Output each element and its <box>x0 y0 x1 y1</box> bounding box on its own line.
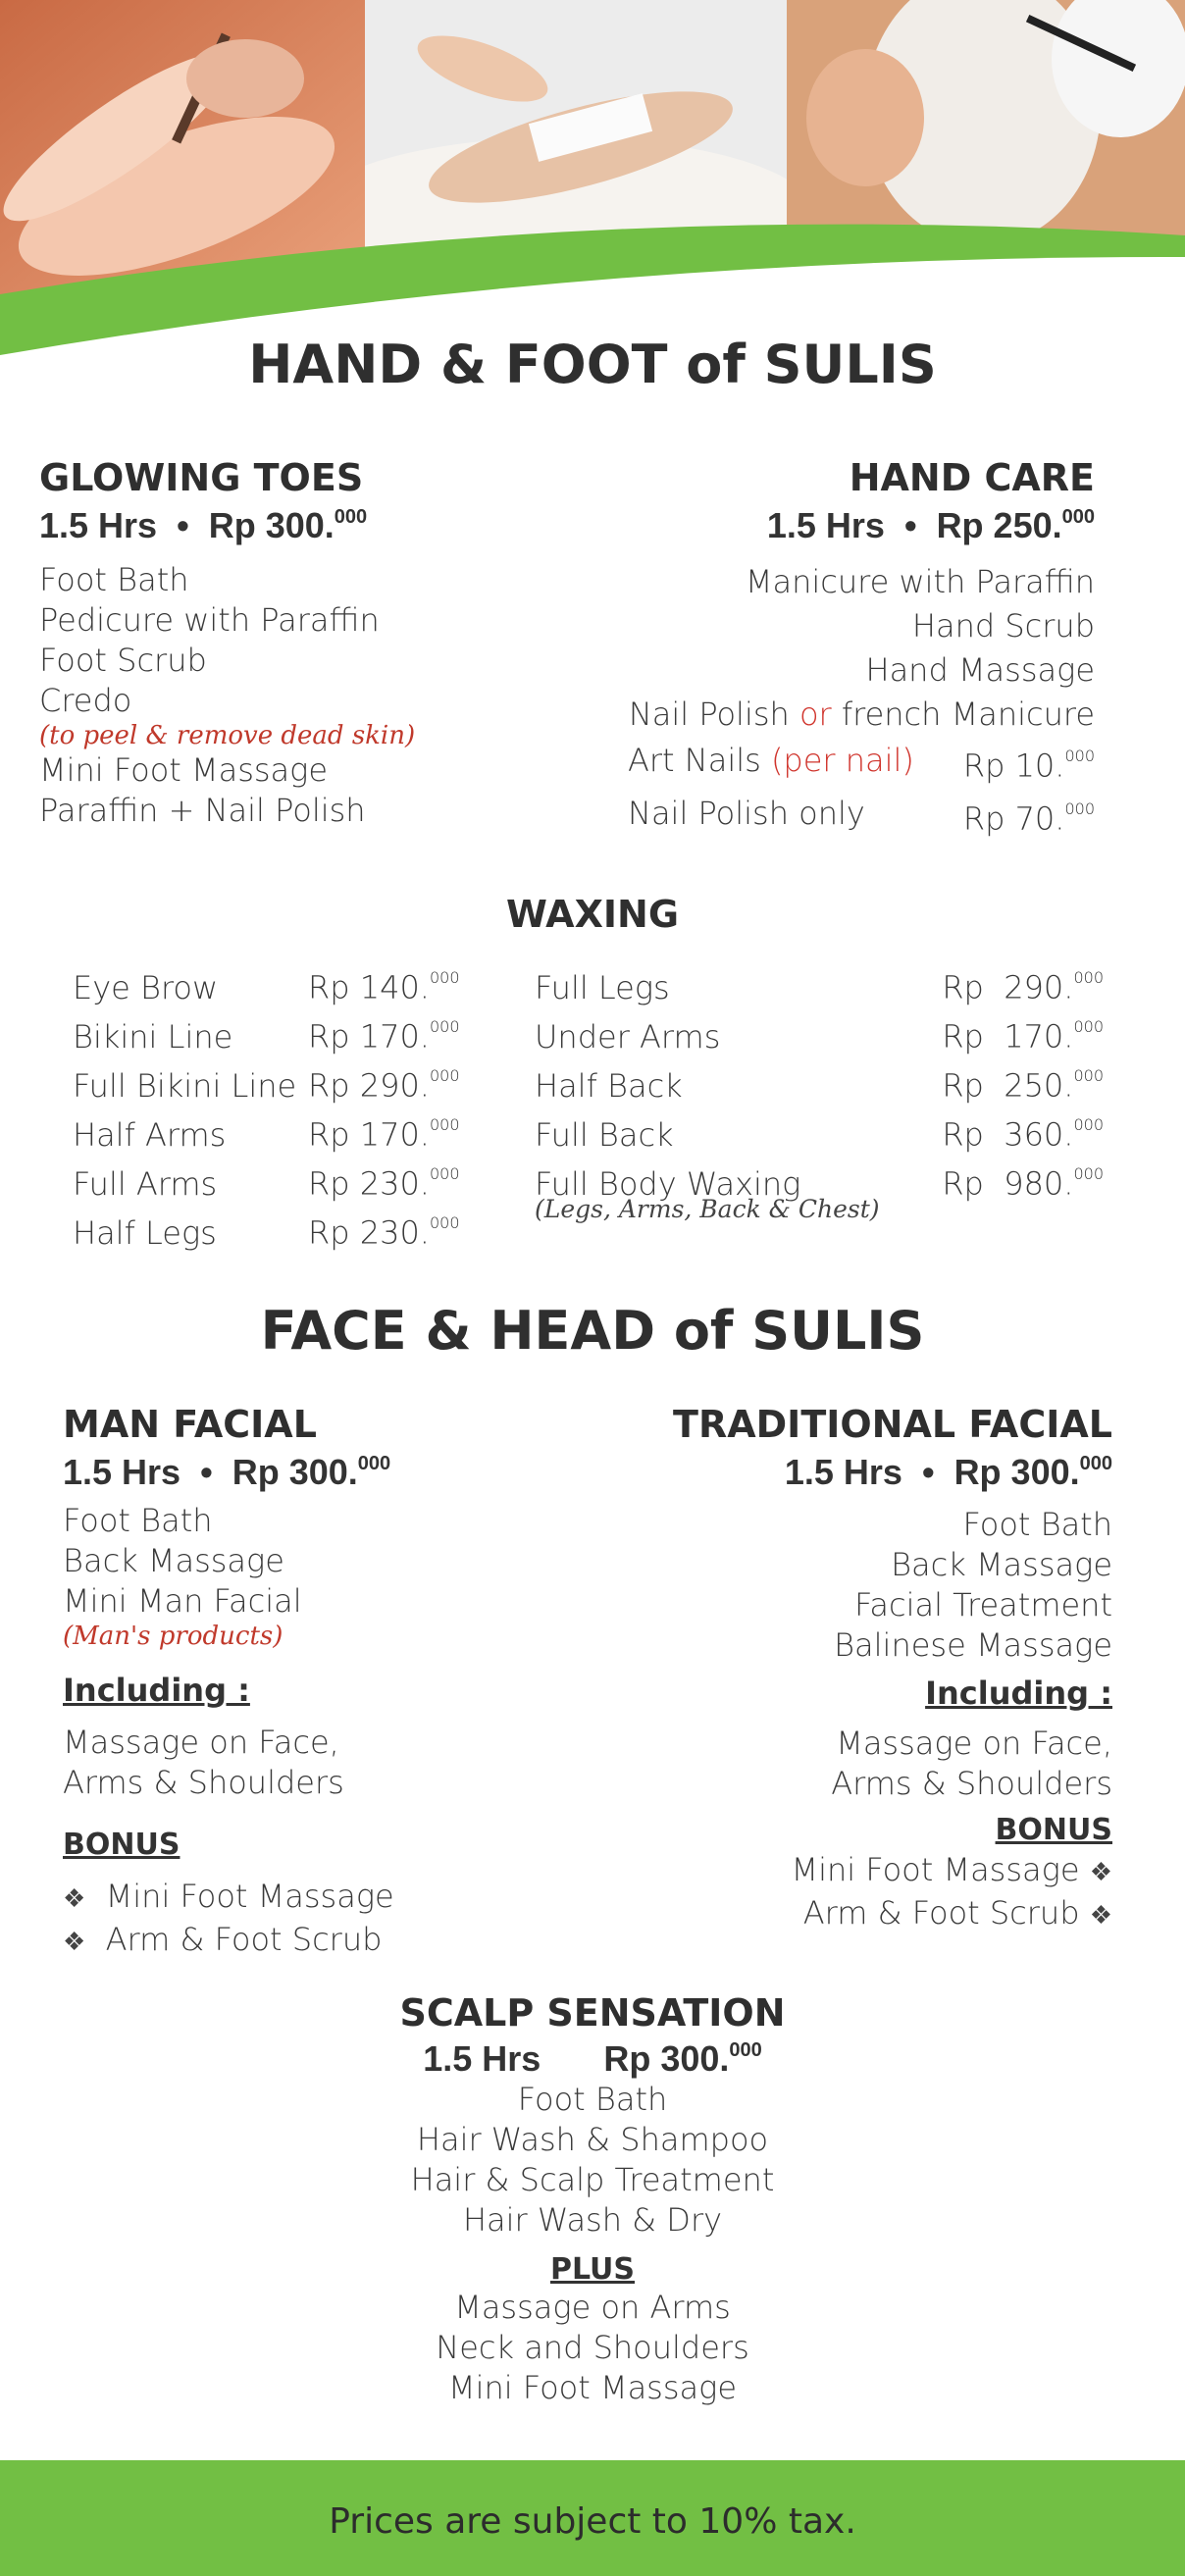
list-item: Massage on Face, <box>63 1724 339 1761</box>
footer-band <box>0 2460 1185 2576</box>
price-sup: 000 <box>429 1115 460 1134</box>
list-item: Hand Massage <box>865 651 1095 689</box>
price-sup: 000 <box>429 1017 460 1036</box>
bonus-item <box>63 1920 553 1963</box>
list-item: Back Massage <box>63 1542 284 1579</box>
bonus-text: Mini Foot Massage <box>105 1878 394 1915</box>
waxing-name: Bikini Line <box>73 1017 233 1056</box>
waxing-row <box>73 1059 465 1108</box>
waxing-row <box>73 1158 465 1207</box>
price-sup: 000 <box>1064 799 1095 818</box>
glowing-toes-meta <box>39 505 530 546</box>
waxing-price: Rp 360. <box>942 1115 1074 1154</box>
price-sup: 000 <box>1079 1453 1112 1474</box>
list-item: Mini Foot Massage <box>39 751 329 789</box>
including-label: Including : <box>63 1672 250 1709</box>
hand-foot-title: HAND & FOOT of SULIS <box>248 334 937 395</box>
french-manicure-text: french Manicure <box>841 696 1095 733</box>
green-wave-band <box>0 0 1185 373</box>
list-item: Foot Scrub <box>39 642 207 679</box>
nail-polish-item <box>608 693 1095 737</box>
glowing-toes-section <box>39 456 530 831</box>
hand-care-meta <box>608 505 1095 546</box>
waxing-left-list <box>73 961 465 1256</box>
waxing-price: Rp 290. <box>308 1066 430 1105</box>
list-item: Foot Bath <box>962 1506 1112 1543</box>
tax-notice: Prices are subject to 10% tax. <box>329 2501 856 2542</box>
waxing-heading-wrap <box>0 893 1185 936</box>
list-item: Mini Foot Massage <box>447 2369 738 2406</box>
bonus-text: Arm & Foot Scrub <box>802 1894 1080 1932</box>
list-item: Massage on Face, <box>836 1725 1112 1762</box>
waxing-name: Half Back <box>535 1066 683 1105</box>
nail-polish-only-price <box>963 790 1095 843</box>
hand-care-price: Rp 250. <box>936 505 1062 545</box>
price-sup: 000 <box>334 506 368 528</box>
waxing-name: Full Bikini Line <box>73 1066 297 1105</box>
list-item: Mini Man Facial <box>63 1582 302 1620</box>
waxing-price: Rp 170. <box>308 1017 430 1056</box>
price-sup: 000 <box>357 1453 391 1474</box>
duration: 1.5 Hrs <box>63 1452 181 1492</box>
diamond-bullet-icon: ❖ <box>63 1928 86 1957</box>
plus-label: PLUS <box>549 2252 635 2287</box>
dot-separator: • <box>921 1452 935 1492</box>
diamond-bullet-icon: ❖ <box>63 1884 86 1914</box>
waxing-price: Rp 250. <box>942 1066 1074 1105</box>
traditional-facial-section <box>608 1403 1112 1936</box>
man-facial-meta <box>63 1452 553 1493</box>
waxing-row <box>73 961 465 1010</box>
glowing-toes-note: (to peel & remove dead skin) <box>39 721 416 750</box>
hand-care-section <box>608 456 1095 842</box>
traditional-facial-meta <box>608 1452 1112 1493</box>
list-item: Paraffin + Nail Polish <box>39 792 366 829</box>
waxing-name: Full Arms <box>73 1164 218 1203</box>
bonus-item <box>608 1893 1112 1936</box>
or-text: or <box>799 696 832 733</box>
hand-care-heading: HAND CARE <box>849 456 1095 499</box>
bonus-label: BONUS <box>995 1813 1112 1847</box>
price-sup: 000 <box>1073 1115 1104 1134</box>
face-head-title: FACE & HEAD of SULIS <box>260 1300 925 1362</box>
glowing-toes-duration: 1.5 Hrs <box>39 505 158 545</box>
bonus-text: Mini Foot Massage <box>791 1851 1080 1888</box>
waxing-price: Rp 290. <box>942 968 1074 1006</box>
waxing-row <box>535 961 1104 1010</box>
bonus-label: BONUS <box>63 1828 180 1862</box>
list-item: Foot Bath <box>517 2081 668 2118</box>
art-nails-row <box>608 737 1095 790</box>
list-item: Facial Treatment <box>853 1586 1112 1623</box>
waxing-name: Eye Brow <box>73 968 219 1006</box>
man-facial-note: (Man's products) <box>63 1622 283 1651</box>
art-nails-price <box>963 737 1095 790</box>
nail-polish-text: Nail Polish <box>628 696 790 733</box>
list-item: Arms & Shoulders <box>63 1764 344 1801</box>
waxing-row <box>73 1207 465 1256</box>
man-facial-heading: MAN FACIAL <box>63 1403 317 1446</box>
list-item: Hair Wash & Shampoo <box>416 2121 769 2158</box>
price-sup: 000 <box>429 1213 460 1232</box>
waxing-name: Half Arms <box>73 1115 227 1154</box>
glowing-toes-price: Rp 300. <box>208 505 335 545</box>
price-sup: 000 <box>1073 1017 1104 1036</box>
list-item: Pedicure with Paraffin <box>39 601 380 639</box>
dot-separator: • <box>903 505 917 545</box>
waxing-row <box>73 1108 465 1158</box>
waxing-price: Rp 230. <box>308 1164 430 1203</box>
including-label: Including : <box>925 1674 1112 1712</box>
price-sup: 000 <box>1064 747 1095 765</box>
full-body-note: (Legs, Arms, Back & Chest) <box>535 1195 880 1223</box>
waxing-name: Full Legs <box>535 968 670 1006</box>
waxing-price: Rp 170. <box>942 1017 1074 1056</box>
list-item: Massage on Arms <box>454 2289 731 2326</box>
diamond-bullet-icon: ❖ <box>1089 1901 1112 1931</box>
bonus-item <box>63 1877 553 1920</box>
waxing-price: Rp 140. <box>308 968 430 1006</box>
price: Rp 300. <box>953 1452 1080 1492</box>
scalp-heading: SCALP SENSATION <box>399 1991 786 2035</box>
waxing-row <box>535 1010 1104 1059</box>
dot-separator: • <box>200 1452 213 1492</box>
price: Rp 300. <box>603 2038 730 2079</box>
nail-polish-only-row <box>608 790 1095 843</box>
list-item: Credo <box>39 682 132 719</box>
price-sup: 000 <box>729 2039 762 2061</box>
list-item: Foot Bath <box>39 561 189 598</box>
nail-polish-only-label: Nail Polish only <box>628 794 865 832</box>
per-nail-text: (per nail) <box>770 742 914 779</box>
list-item: Manicure with Paraffin <box>745 563 1095 600</box>
hand-care-duration: 1.5 Hrs <box>766 505 885 545</box>
duration: 1.5 Hrs <box>784 1452 902 1492</box>
waxing-row <box>535 1108 1104 1158</box>
waxing-row <box>535 1059 1104 1108</box>
scalp-sensation-section <box>0 1991 1185 2408</box>
waxing-name: Half Legs <box>73 1213 217 1252</box>
list-item: Back Massage <box>891 1546 1112 1583</box>
waxing-price: Rp 230. <box>308 1213 430 1252</box>
price-sup: 000 <box>1061 506 1095 528</box>
man-facial-section <box>63 1403 553 1963</box>
waxing-row <box>73 1010 465 1059</box>
price-sup: 000 <box>1073 1164 1104 1183</box>
price-text: Rp 10. <box>962 747 1065 785</box>
price-sup: 000 <box>1073 968 1104 987</box>
waxing-name: Under Arms <box>535 1017 721 1056</box>
waxing-name: Full Back <box>535 1115 674 1154</box>
waxing-price: Rp 170. <box>308 1115 430 1154</box>
glowing-toes-heading: GLOWING TOES <box>39 456 364 499</box>
art-nails-label <box>628 737 914 790</box>
diamond-bullet-icon: ❖ <box>1089 1858 1112 1887</box>
price-sup: 000 <box>429 1164 460 1183</box>
waxing-row <box>535 1158 1104 1203</box>
list-item: Hair Wash & Dry <box>462 2201 723 2239</box>
list-item: Arms & Shoulders <box>831 1765 1112 1802</box>
price-sup: 000 <box>429 968 460 987</box>
list-item: Hand Scrub <box>911 607 1095 644</box>
list-item: Foot Bath <box>63 1502 213 1539</box>
list-item: Neck and Shoulders <box>436 2329 749 2366</box>
waxing-heading: WAXING <box>505 893 680 936</box>
dot-separator: • <box>177 505 189 545</box>
price-text: Rp 70. <box>962 799 1065 838</box>
scalp-meta <box>0 2038 1185 2080</box>
art-nails-text: Art Nails <box>628 742 761 779</box>
price: Rp 300. <box>232 1452 358 1492</box>
waxing-right-list <box>535 961 1104 1224</box>
list-item: Hair & Scalp Treatment <box>410 2161 775 2198</box>
list-item: Balinese Massage <box>834 1626 1112 1664</box>
waxing-price: Rp 980. <box>942 1164 1074 1203</box>
price-sup: 000 <box>1073 1066 1104 1085</box>
traditional-facial-heading: TRADITIONAL FACIAL <box>673 1403 1112 1446</box>
bonus-item <box>608 1850 1112 1893</box>
duration: 1.5 Hrs <box>423 2038 541 2079</box>
waxing-name: Full Body Waxing <box>535 1164 801 1203</box>
price-sup: 000 <box>429 1066 460 1085</box>
bonus-text: Arm & Foot Scrub <box>105 1921 383 1958</box>
